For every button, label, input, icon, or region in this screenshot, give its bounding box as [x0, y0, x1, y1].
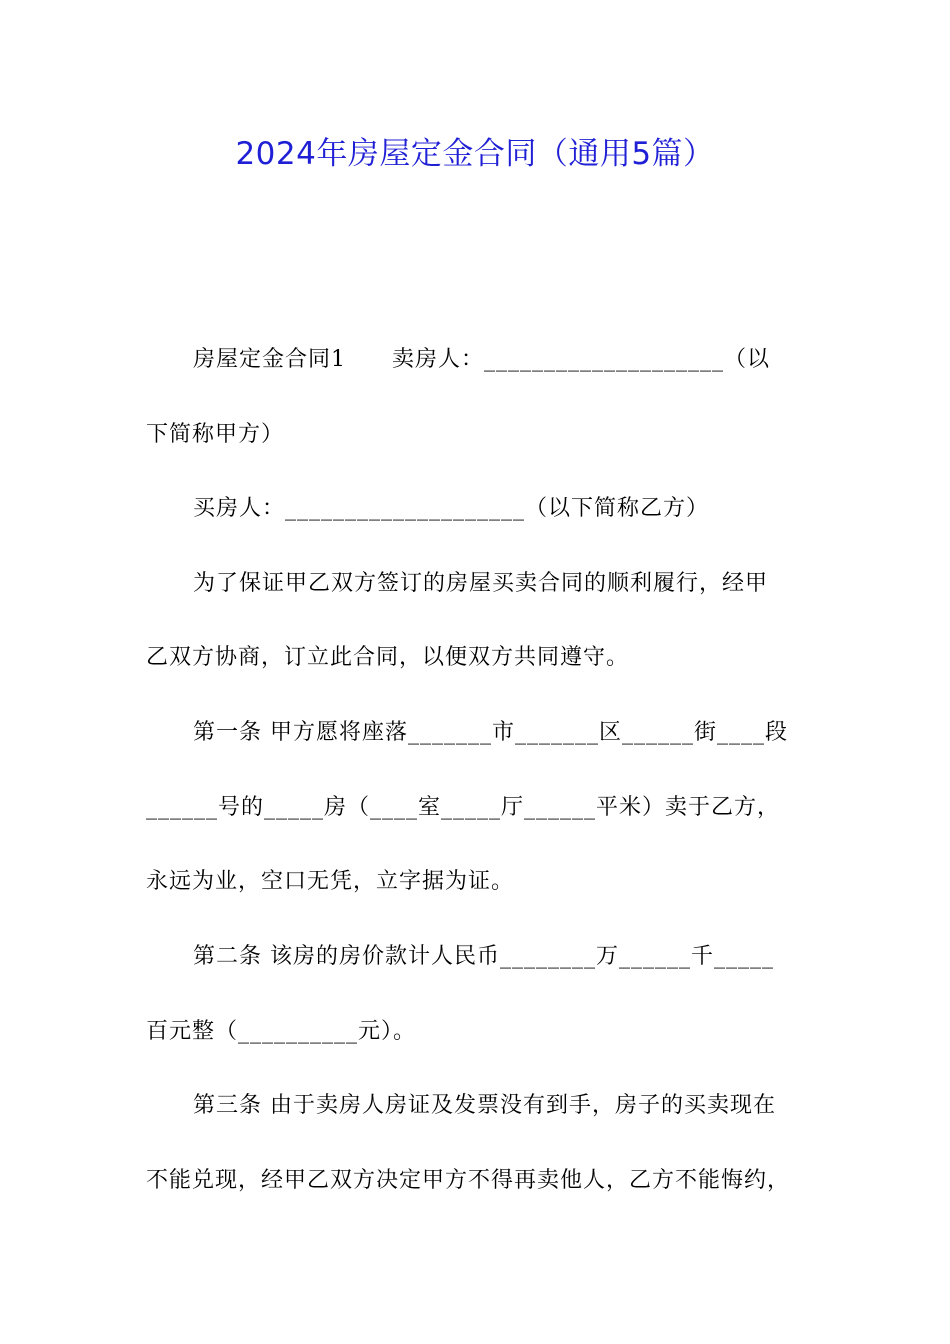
contract-heading-seller-line: 房屋定金合同1 卖房人：____________________（以	[193, 347, 770, 372]
article-2-line-1: 第二条 该房的房价款计人民币________万______千_____	[193, 944, 774, 969]
buyer-line: 买房人：____________________（以下简称乙方）	[193, 496, 710, 521]
preamble-line-1: 为了保证甲乙双方签订的房屋买卖合同的顺利履行，经甲	[193, 571, 769, 596]
preamble-line-2: 乙双方协商，订立此合同，以便双方共同遵守。	[146, 645, 630, 670]
article-1-line-1: 第一条 甲方愿将座落_______市_______区______街____段	[193, 720, 788, 745]
article-3-line-2: 不能兑现，经甲乙双方决定甲方不得再卖他人，乙方不能悔约，	[146, 1168, 791, 1193]
article-2-line-2: 百元整（__________元）。	[146, 1019, 417, 1044]
article-1-line-3: 永远为业，空口无凭，立字据为证。	[146, 869, 515, 894]
document-title: 2024年房屋定金合同（通用5篇）	[235, 136, 715, 172]
article-3-line-1: 第三条 由于卖房人房证及发票没有到手，房子的买卖现在	[193, 1093, 776, 1118]
seller-alias-line: 下简称甲方）	[146, 422, 285, 447]
article-1-line-2: ______号的_____房（____室_____厅______平米）卖于乙方，	[146, 795, 781, 820]
